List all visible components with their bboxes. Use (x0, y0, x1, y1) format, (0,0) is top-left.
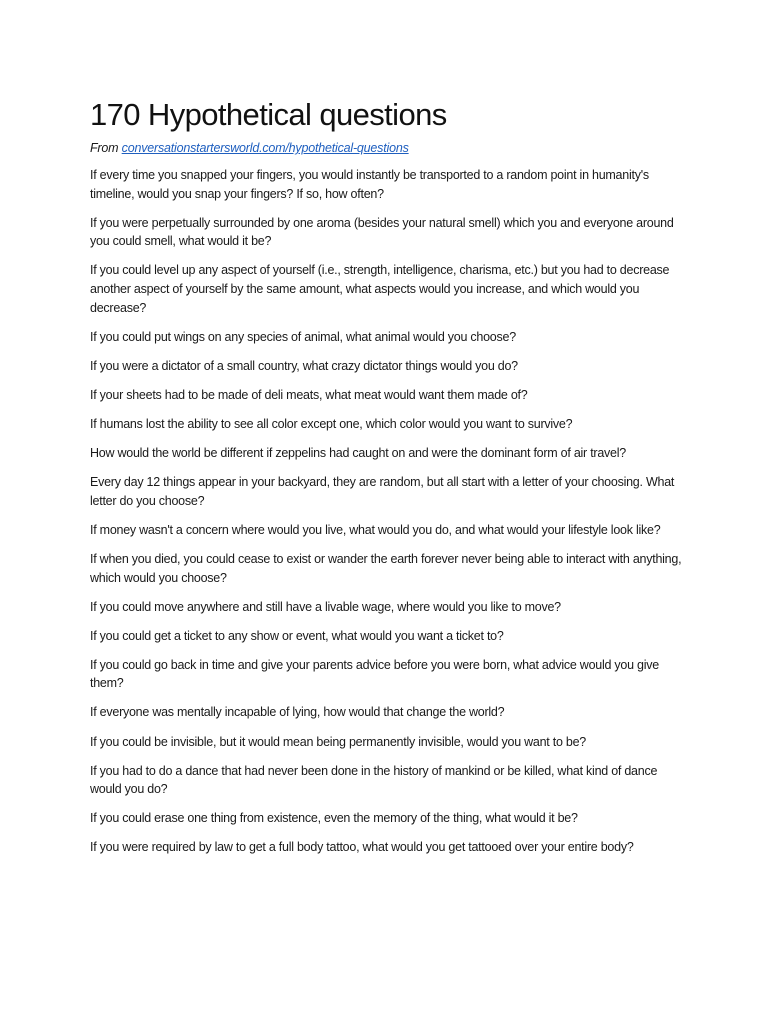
question-item: If you could level up any aspect of yourself (i.e., strength, intelligence, charisma, etc.) but you had to decrease another aspect of yourself by the same amount, what aspects would you increase, and which would you decrease? (90, 263, 670, 315)
question-item: If you were a dictator of a small country, what crazy dictator things would you do? (90, 358, 518, 373)
question-item: If you could erase one thing from existence, even the memory of the thing, what would it be? (90, 811, 578, 826)
question-item: If you could put wings on any species of animal, what animal would you choose? (90, 329, 516, 344)
question-item: If you were required by law to get a full body tattoo, what would you get tattooed over your entire body? (90, 840, 634, 855)
question-list (90, 166, 682, 857)
source-prefix: From (90, 141, 119, 155)
question-item: How would the world be different if zeppelins had caught on and were the dominant form of air travel? (90, 446, 626, 461)
question-item: If when you died, you could cease to exist or wander the earth forever never being able to interact with anything, which would you choose? (90, 551, 682, 585)
question-item: If your sheets had to be made of deli meats, what meat would want them made of? (90, 387, 528, 402)
question-item: If you could go back in time and give your parents advice before you were born, what advice would you give them? (90, 657, 659, 691)
question-item: If you could move anywhere and still have a livable wage, where would you like to move? (90, 599, 561, 614)
document-page (90, 94, 682, 868)
question-item: If you were perpetually surrounded by one aroma (besides your natural smell) which you and everyone around you could smell, what would it be? (90, 215, 674, 249)
question-item: If you had to do a dance that had never been done in the history of mankind or be killed, what kind of dance would you do? (90, 763, 658, 797)
source-line (90, 140, 682, 156)
question-item: Every day 12 things appear in your backyard, they are random, but all start with a letter of your choosing. What letter do you choose? (90, 475, 675, 508)
document-title: 170 Hypothetical questions (90, 97, 447, 132)
question-item: If humans lost the ability to see all color except one, which color would you want to survive? (90, 416, 573, 431)
question-item: If money wasn't a concern where would you live, what would you do, and what would your lifestyle look like? (90, 522, 661, 537)
source-link[interactable]: conversationstartersworld.com/hypothetical-questions (121, 141, 409, 155)
question-item: If you could get a ticket to any show or event, what would you want a ticket to? (90, 628, 504, 643)
question-item: If every time you snapped your fingers, you would instantly be transported to a random point in humanity's timeline, would you snap your fingers? If so, how often? (90, 168, 649, 201)
question-item: If you could be invisible, but it would mean being permanently invisible, would you want to be? (90, 734, 587, 749)
question-item: If everyone was mentally incapable of lying, how would that change the world? (90, 705, 505, 720)
